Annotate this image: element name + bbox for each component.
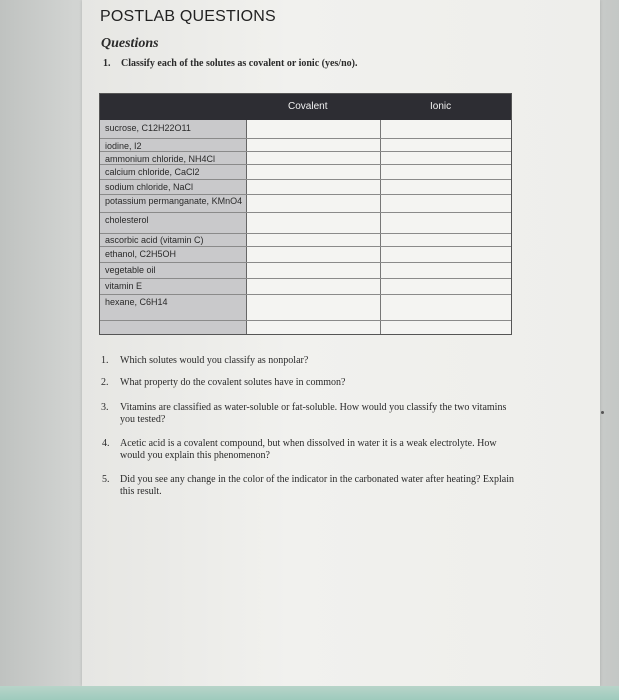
covalent-answer-cell[interactable] <box>248 235 378 245</box>
covalent-answer-cell[interactable] <box>248 248 378 261</box>
question-text: What property do the covalent solutes have in common? <box>120 377 346 388</box>
question-number: 5. <box>102 474 110 485</box>
question-number: 3. <box>101 402 109 413</box>
question-number: 2. <box>101 377 109 388</box>
ionic-answer-cell[interactable] <box>382 166 509 178</box>
solute-name: ascorbic acid (vitamin C) <box>105 235 204 245</box>
solute-name: vegetable oil <box>105 265 156 275</box>
ionic-answer-cell[interactable] <box>382 214 509 232</box>
solute-name: sodium chloride, NaCl <box>105 182 194 192</box>
column-header-covalent: Covalent <box>288 101 328 112</box>
covalent-answer-cell[interactable] <box>248 280 378 293</box>
row-divider <box>100 278 511 279</box>
question-number: 1. <box>103 58 111 69</box>
ionic-answer-cell[interactable] <box>382 264 509 277</box>
covalent-answer-cell[interactable] <box>248 196 378 211</box>
question-text: Which solutes would you classify as nonpolar? <box>120 355 309 366</box>
question-text: Vitamins are classified as water-soluble or fat-soluble. How would you classify the two vitamins you tested? <box>120 402 507 425</box>
covalent-answer-cell[interactable] <box>248 296 378 319</box>
solute-name: cholesterol <box>105 215 149 225</box>
column-divider <box>380 120 381 334</box>
row-divider <box>100 151 511 152</box>
solute-name: hexane, C6H14 <box>105 297 168 307</box>
row-divider <box>100 294 511 295</box>
covalent-answer-cell[interactable] <box>248 264 378 277</box>
row-divider <box>100 164 511 165</box>
section-heading: Questions <box>101 36 159 51</box>
solute-name: calcium chloride, CaCl2 <box>105 167 200 177</box>
ionic-answer-cell[interactable] <box>382 235 509 245</box>
solute-name: ammonium chloride, NH4Cl <box>105 154 216 164</box>
ionic-answer-cell[interactable] <box>382 280 509 293</box>
ionic-answer-cell[interactable] <box>382 153 509 163</box>
question-number: 4. <box>102 438 110 449</box>
column-header-ionic: Ionic <box>430 101 452 112</box>
row-divider <box>100 138 511 139</box>
ionic-answer-cell[interactable] <box>382 140 509 150</box>
column-divider <box>246 120 247 334</box>
covalent-answer-cell[interactable] <box>248 214 378 232</box>
question-number: 1. <box>101 355 109 366</box>
row-divider <box>100 194 511 195</box>
row-divider <box>100 320 511 321</box>
solute-classification-table <box>99 93 512 335</box>
question-text: Acetic acid is a covalent compound, but when dissolved in water it is a weak electrolyte. How would you explain this phenomenon? <box>120 438 497 461</box>
row-divider <box>100 233 511 234</box>
solute-name: ethanol, C2H5OH <box>105 249 177 259</box>
covalent-answer-cell[interactable] <box>248 140 378 150</box>
ionic-answer-cell[interactable] <box>382 181 509 193</box>
row-divider <box>100 262 511 263</box>
ionic-answer-cell[interactable] <box>382 248 509 261</box>
ionic-answer-cell[interactable] <box>382 196 509 211</box>
table-header-row <box>100 94 511 120</box>
solute-name: vitamin E <box>105 281 143 291</box>
page-title: POSTLAB QUESTIONS <box>100 8 276 25</box>
bottom-edge-strip <box>0 686 619 700</box>
ionic-answer-cell[interactable] <box>382 122 509 137</box>
covalent-answer-cell[interactable] <box>248 122 378 137</box>
page-mark <box>601 411 604 414</box>
covalent-answer-cell[interactable] <box>248 181 378 193</box>
solute-name: sucrose, C12H22O11 <box>105 123 191 133</box>
row-divider <box>100 246 511 247</box>
ionic-answer-cell[interactable] <box>382 296 509 319</box>
question-text: Did you see any change in the color of the indicator in the carbonated water after heating? Explain this result. <box>120 474 515 497</box>
covalent-answer-cell[interactable] <box>248 166 378 178</box>
covalent-answer-cell[interactable] <box>248 153 378 163</box>
row-divider <box>100 179 511 180</box>
solute-name: iodine, I2 <box>105 141 142 151</box>
question-text: Classify each of the solutes as covalent or ionic (yes/no). <box>121 58 358 69</box>
row-divider <box>100 212 511 213</box>
solute-name: potassium permanganate, KMnO4 <box>105 196 243 206</box>
